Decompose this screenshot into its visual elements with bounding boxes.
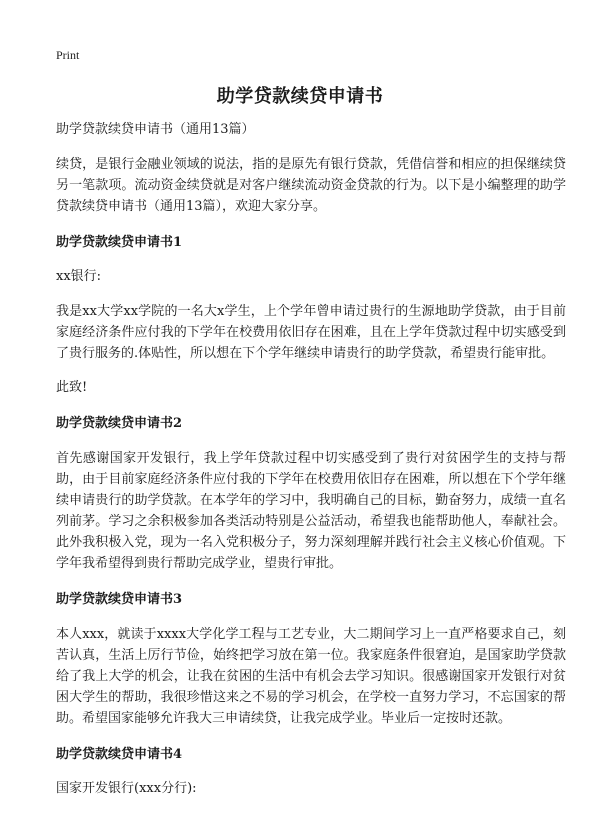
section-heading: 助学贷款续贷申请书2 [56,416,183,431]
section-heading: 助学贷款续贷申请书1 [56,235,183,250]
document-subtitle: 助学贷款续贷申请书（通用13篇） [56,122,255,137]
section-1 [56,233,566,398]
page-title: 助学贷款续贷申请书 [216,86,384,107]
section-closing: 此致! [56,380,88,395]
section-heading: 助学贷款续贷申请书3 [56,592,183,607]
section-4 [56,745,566,799]
section-salutation: 国家开发银行(xxx分行): [56,781,197,796]
print-link[interactable]: Print [56,48,80,62]
section-body: 本人xxx，就读于xxxx大学化学工程与工艺专业，大二期间学习上一直严格要求自己，刻苦认真，生活上厉行节俭，始终把学习放在第一位。我家庭条件很窘迫，是国家助学贷款给了我上大学的机会，让我在贫困的生活中有机会去学习知识。很感谢国家开发银行对贫困大学生的帮助，我很珍惜这来之不易的学习机会，在学校一直努力学习，不忘国家的帮助。希望国家能够允许我大三申请续贷，让我完成学业。毕业后一定按时还款。 [56,627,566,726]
section-3 [56,590,566,729]
section-heading: 助学贷款续贷申请书4 [56,747,183,762]
section-body: 我是xx大学xx学院的一名大x学生，上个学年曾申请过贵行的生源地助学贷款，由于目前家庭经济条件应付我的下学年在校费用依旧存在困难，且在上学年贷款过程中切实感受到了贵行服务的.体贴性，所以想在下个学年继续申请贵行的助学贷款，希望贵行能审批。 [56,304,566,361]
section-body: 首先感谢国家开发银行，我上学年贷款过程中切实感受到了贵行对贫困学生的支持与帮助，由于目前家庭经济条件应付我的下学年在校费用依旧存在困难，所以想在下个学年继续申请贵行的助学贷款。在本学年的学习中，我明确自己的目标，勤奋努力，成绩一直名列前茅。学习之余积极参加各类活动特别是公益活动，希望我也能帮助他人，奉献社会。此外我积极入党，现为一名入党积极分子，努力深刻理解并践行社会主义核心价值观。下学年我希望得到贵行帮助完成学业，望贵行审批。 [56,451,566,571]
document-content [56,120,566,813]
section-2 [56,414,566,574]
intro-paragraph: 续贷，是银行金融业领域的说法，指的是原先有银行贷款，凭借信誉和相应的担保继续贷另一笔款项。流动资金续贷就是对客户继续流动资金贷款的行为。以下是小编整理的助学贷款续贷申请书（通用13篇），欢迎大家分享。 [56,157,566,214]
section-salutation: xx银行: [56,269,102,284]
